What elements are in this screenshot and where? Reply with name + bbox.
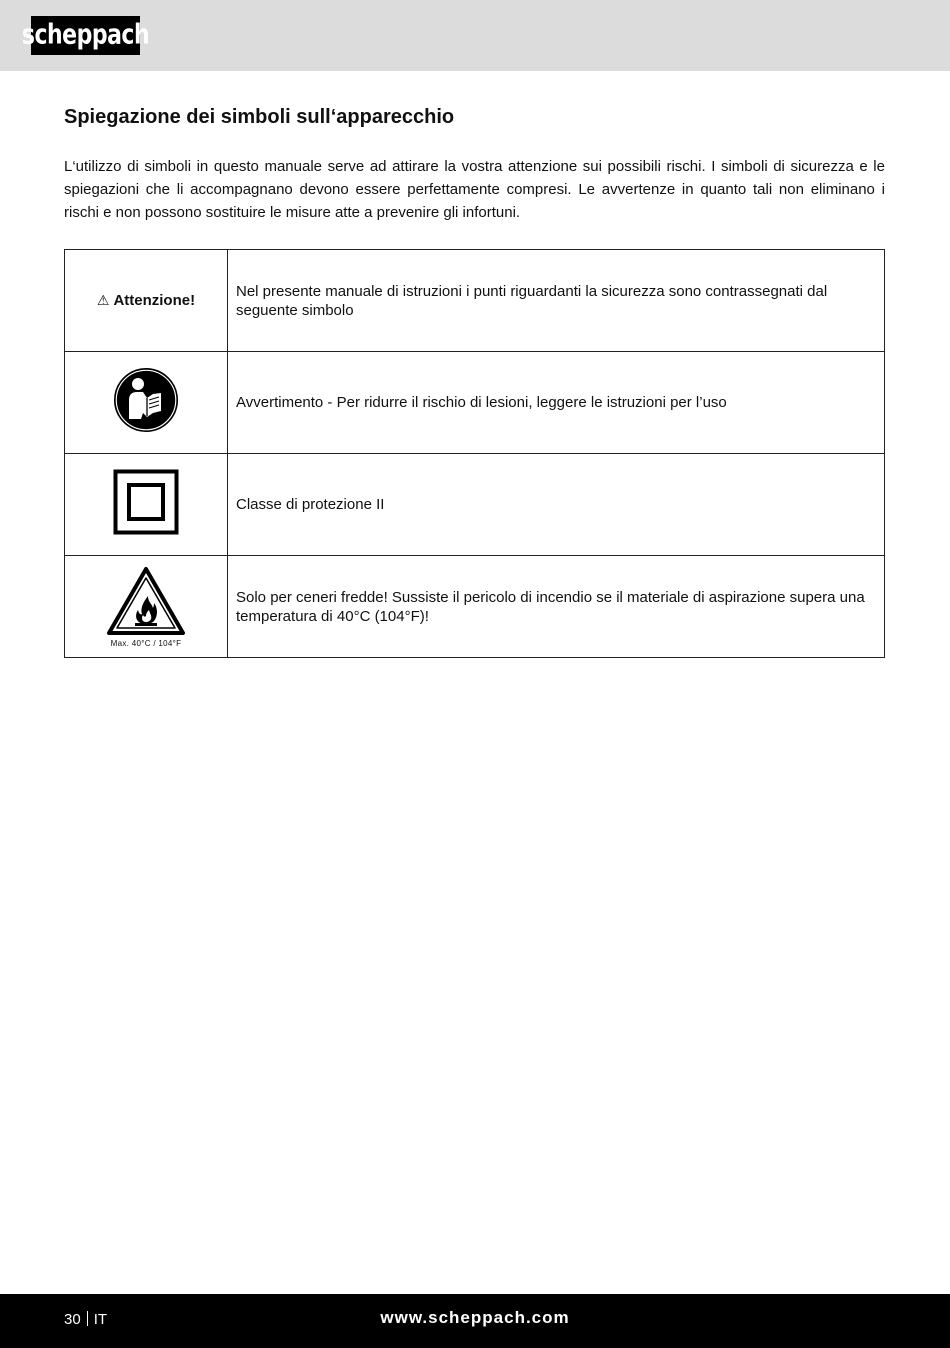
description-cell: Classe di protezione II [228, 454, 885, 556]
page-number: 30 [64, 1311, 81, 1328]
table-row [65, 250, 885, 352]
website-link[interactable]: www.scheppach.com [380, 1308, 570, 1327]
page-header [0, 0, 950, 71]
symbols-table [64, 249, 885, 658]
attention-text: Attenzione! [113, 291, 196, 309]
protection-class-ii-icon [113, 469, 179, 540]
symbol-cell [65, 352, 228, 454]
attention-label [97, 292, 195, 309]
read-manual-icon [113, 367, 179, 438]
flammable-warning-icon [106, 566, 186, 641]
table-row [65, 352, 885, 454]
page-footer [0, 1294, 950, 1348]
description-cell: Avvertimento - Per ridurre il rischio di lesioni, leggere le istruzioni per l’uso [228, 352, 885, 454]
language-code: IT [93, 1311, 108, 1328]
scheppach-logo [21, 16, 150, 55]
intro-paragraph: L‘utilizzo di simboli in questo manuale serve ad attirare la vostra attenzione sui possibili rischi. I simboli di sicurezza e le spiegazioni che li accompagnano devono essere perfettamente compresi. Le avvertenze in quanto tali non eliminano i rischi e non possono sostituire le misure atte a prevenire gli infortuni. [64, 158, 885, 221]
warning-triangle-icon: ⚠ [96, 291, 110, 308]
logo-text: scheppach [21, 19, 150, 52]
table-row [65, 454, 885, 556]
symbol-cell [65, 556, 228, 658]
section-title: Spiegazione dei simboli sull‘apparecchio [64, 106, 455, 128]
description-cell: Nel presente manuale di istruzioni i punti riguardanti la sicurezza sono contrassegnati dal seguente simbolo [228, 250, 885, 352]
description-cell: Solo per ceneri fredde! Sussiste il pericolo di incendio se il materiale di aspirazione supera una temperatura di 40°C (104°F)! [228, 556, 885, 658]
symbol-cell [65, 454, 228, 556]
temperature-caption: Max. 40°C / 104°F [110, 638, 182, 648]
symbol-cell [65, 250, 228, 352]
table-row [65, 556, 885, 658]
